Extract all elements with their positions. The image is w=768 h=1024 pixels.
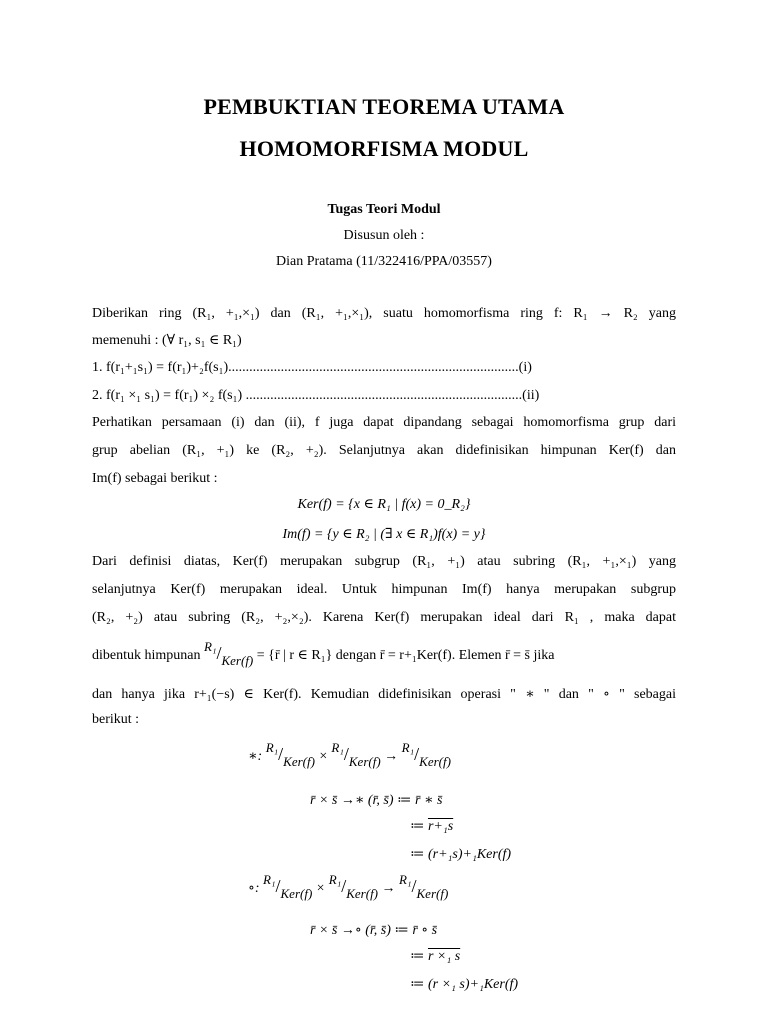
course-name: Tugas Teori Modul bbox=[327, 202, 441, 217]
circ-definition-2: ≔ r ×₁ s bbox=[410, 949, 461, 964]
paragraph-2-line-3: Im(f) sebagai berikut : bbox=[92, 471, 218, 486]
star-definition-2: ≔ r+₁s bbox=[410, 819, 454, 834]
paragraph-2-line-1: Perhatikan persamaan (i) dan (ii), f juga dapat dipandang sebagai homomorfisma grup dari bbox=[92, 415, 676, 430]
quotient-fraction bbox=[204, 639, 254, 668]
paragraph-3-line-4-prefix: dibentuk himpunan bbox=[92, 648, 201, 663]
paragraph-3-line-3: (R₂, +₂) atau subring (R₂, +₂,×₂). Karena Ker(f) merupakan ideal dari R₁ , maka dapat bbox=[92, 610, 676, 625]
quotient-fraction: R₁/Ker(f) bbox=[263, 872, 313, 901]
quotient-fraction: R₁/Ker(f) bbox=[328, 872, 379, 901]
circ-operation-signature bbox=[248, 872, 449, 901]
fraction-slash: / bbox=[216, 643, 222, 663]
quotient-fraction: R₁/Ker(f) bbox=[265, 740, 315, 769]
times-symbol: × bbox=[315, 881, 326, 896]
paragraph-3-line-4-suffix: = {r̄ | r ∈ R₁} dengan r̄ = r+₁Ker(f). Elemen r̄ = s̄ jika bbox=[256, 648, 555, 663]
star-definition-1: r̄ × s̄ →∗ (r̄, s̄) ≔ r̄ ∗ s̄ bbox=[310, 793, 443, 808]
arrow-symbol: → bbox=[381, 881, 396, 896]
quotient-fraction: R₁/Ker(f) bbox=[399, 872, 449, 901]
paragraph-3-line-4 bbox=[92, 639, 555, 668]
arrow-symbol: → bbox=[384, 749, 399, 764]
quotient-fraction: R₁/Ker(f) bbox=[331, 740, 381, 769]
circ-overline-term: r ×₁ s bbox=[427, 949, 461, 964]
fraction-numerator: R₁ bbox=[204, 639, 217, 654]
condition-1: 1. f(r₁+₁s₁) = f(r₁)+₂f(s₁)...................................................................................(i) bbox=[92, 360, 532, 375]
paragraph-3-line-1: Dari definisi diatas, Ker(f) merupakan subgrup (R₁, +₁) atau subring (R₁, +₁,×₁) yang bbox=[92, 554, 676, 569]
paragraph-3-line-2: selanjutnya Ker(f) merupakan ideal. Untuk himpunan Im(f) hanya merupakan subgrup bbox=[92, 582, 676, 597]
star-definition-3: ≔ (r+₁s)+₁Ker(f) bbox=[410, 847, 512, 862]
kernel-definition: Ker(f) = {x ∈ R₁ | f(x) = 0_R₂} bbox=[297, 497, 471, 512]
condition-2: 2. f(r₁ ×₁ s₁) = f(r₁) ×₂ f(s₁) ...............................................................................(ii) bbox=[92, 388, 540, 403]
star-overline-term: r+₁s bbox=[427, 819, 454, 834]
title-line-2: HOMOMORFISMA MODUL bbox=[239, 136, 529, 161]
prepared-by-label: Disusun oleh : bbox=[343, 228, 425, 243]
fraction-denominator: Ker(f) bbox=[221, 653, 254, 668]
paragraph-3-line-5: dan hanya jika r+₁(−s) ∈ Ker(f). Kemudian didefinisikan operasi " ∗ " dan " ∘ " sebagai bbox=[92, 687, 676, 702]
circ-symbol: ∘: bbox=[248, 881, 260, 896]
paragraph-1-line-2: memenuhi : (∀ r₁, s₁ ∈ R₁) bbox=[92, 333, 242, 348]
paragraph-3-line-6: berikut : bbox=[92, 712, 140, 727]
paragraph-1-line-1: Diberikan ring (R₁, +₁,×₁) dan (R₁, +₁,×₁), suatu homomorfisma ring f: R₁ → R₂ yang bbox=[92, 306, 676, 321]
star-operation-signature bbox=[248, 740, 451, 769]
circ-definition-1: r̄ × s̄ →∘ (r̄, s̄) ≔ r̄ ∘ s̄ bbox=[310, 923, 438, 938]
circ-definition-3: ≔ (r ×₁ s)+₁Ker(f) bbox=[410, 977, 519, 992]
star-symbol: ∗: bbox=[248, 749, 263, 764]
paragraph-2-line-2: grup abelian (R₁, +₁) ke (R₂, +₂). Selanjutnya akan didefinisikan himpunan Ker(f) dan bbox=[92, 443, 676, 458]
author-line: Dian Pratama (11/322416/PPA/03557) bbox=[276, 254, 492, 269]
image-definition: Im(f) = {y ∈ R₂ | (∃ x ∈ R₁)f(x) = y} bbox=[282, 527, 486, 542]
times-symbol: × bbox=[318, 749, 328, 764]
title-line-1: PEMBUKTIAN TEOREMA UTAMA bbox=[203, 94, 565, 119]
quotient-fraction: R₁/Ker(f) bbox=[401, 740, 451, 769]
